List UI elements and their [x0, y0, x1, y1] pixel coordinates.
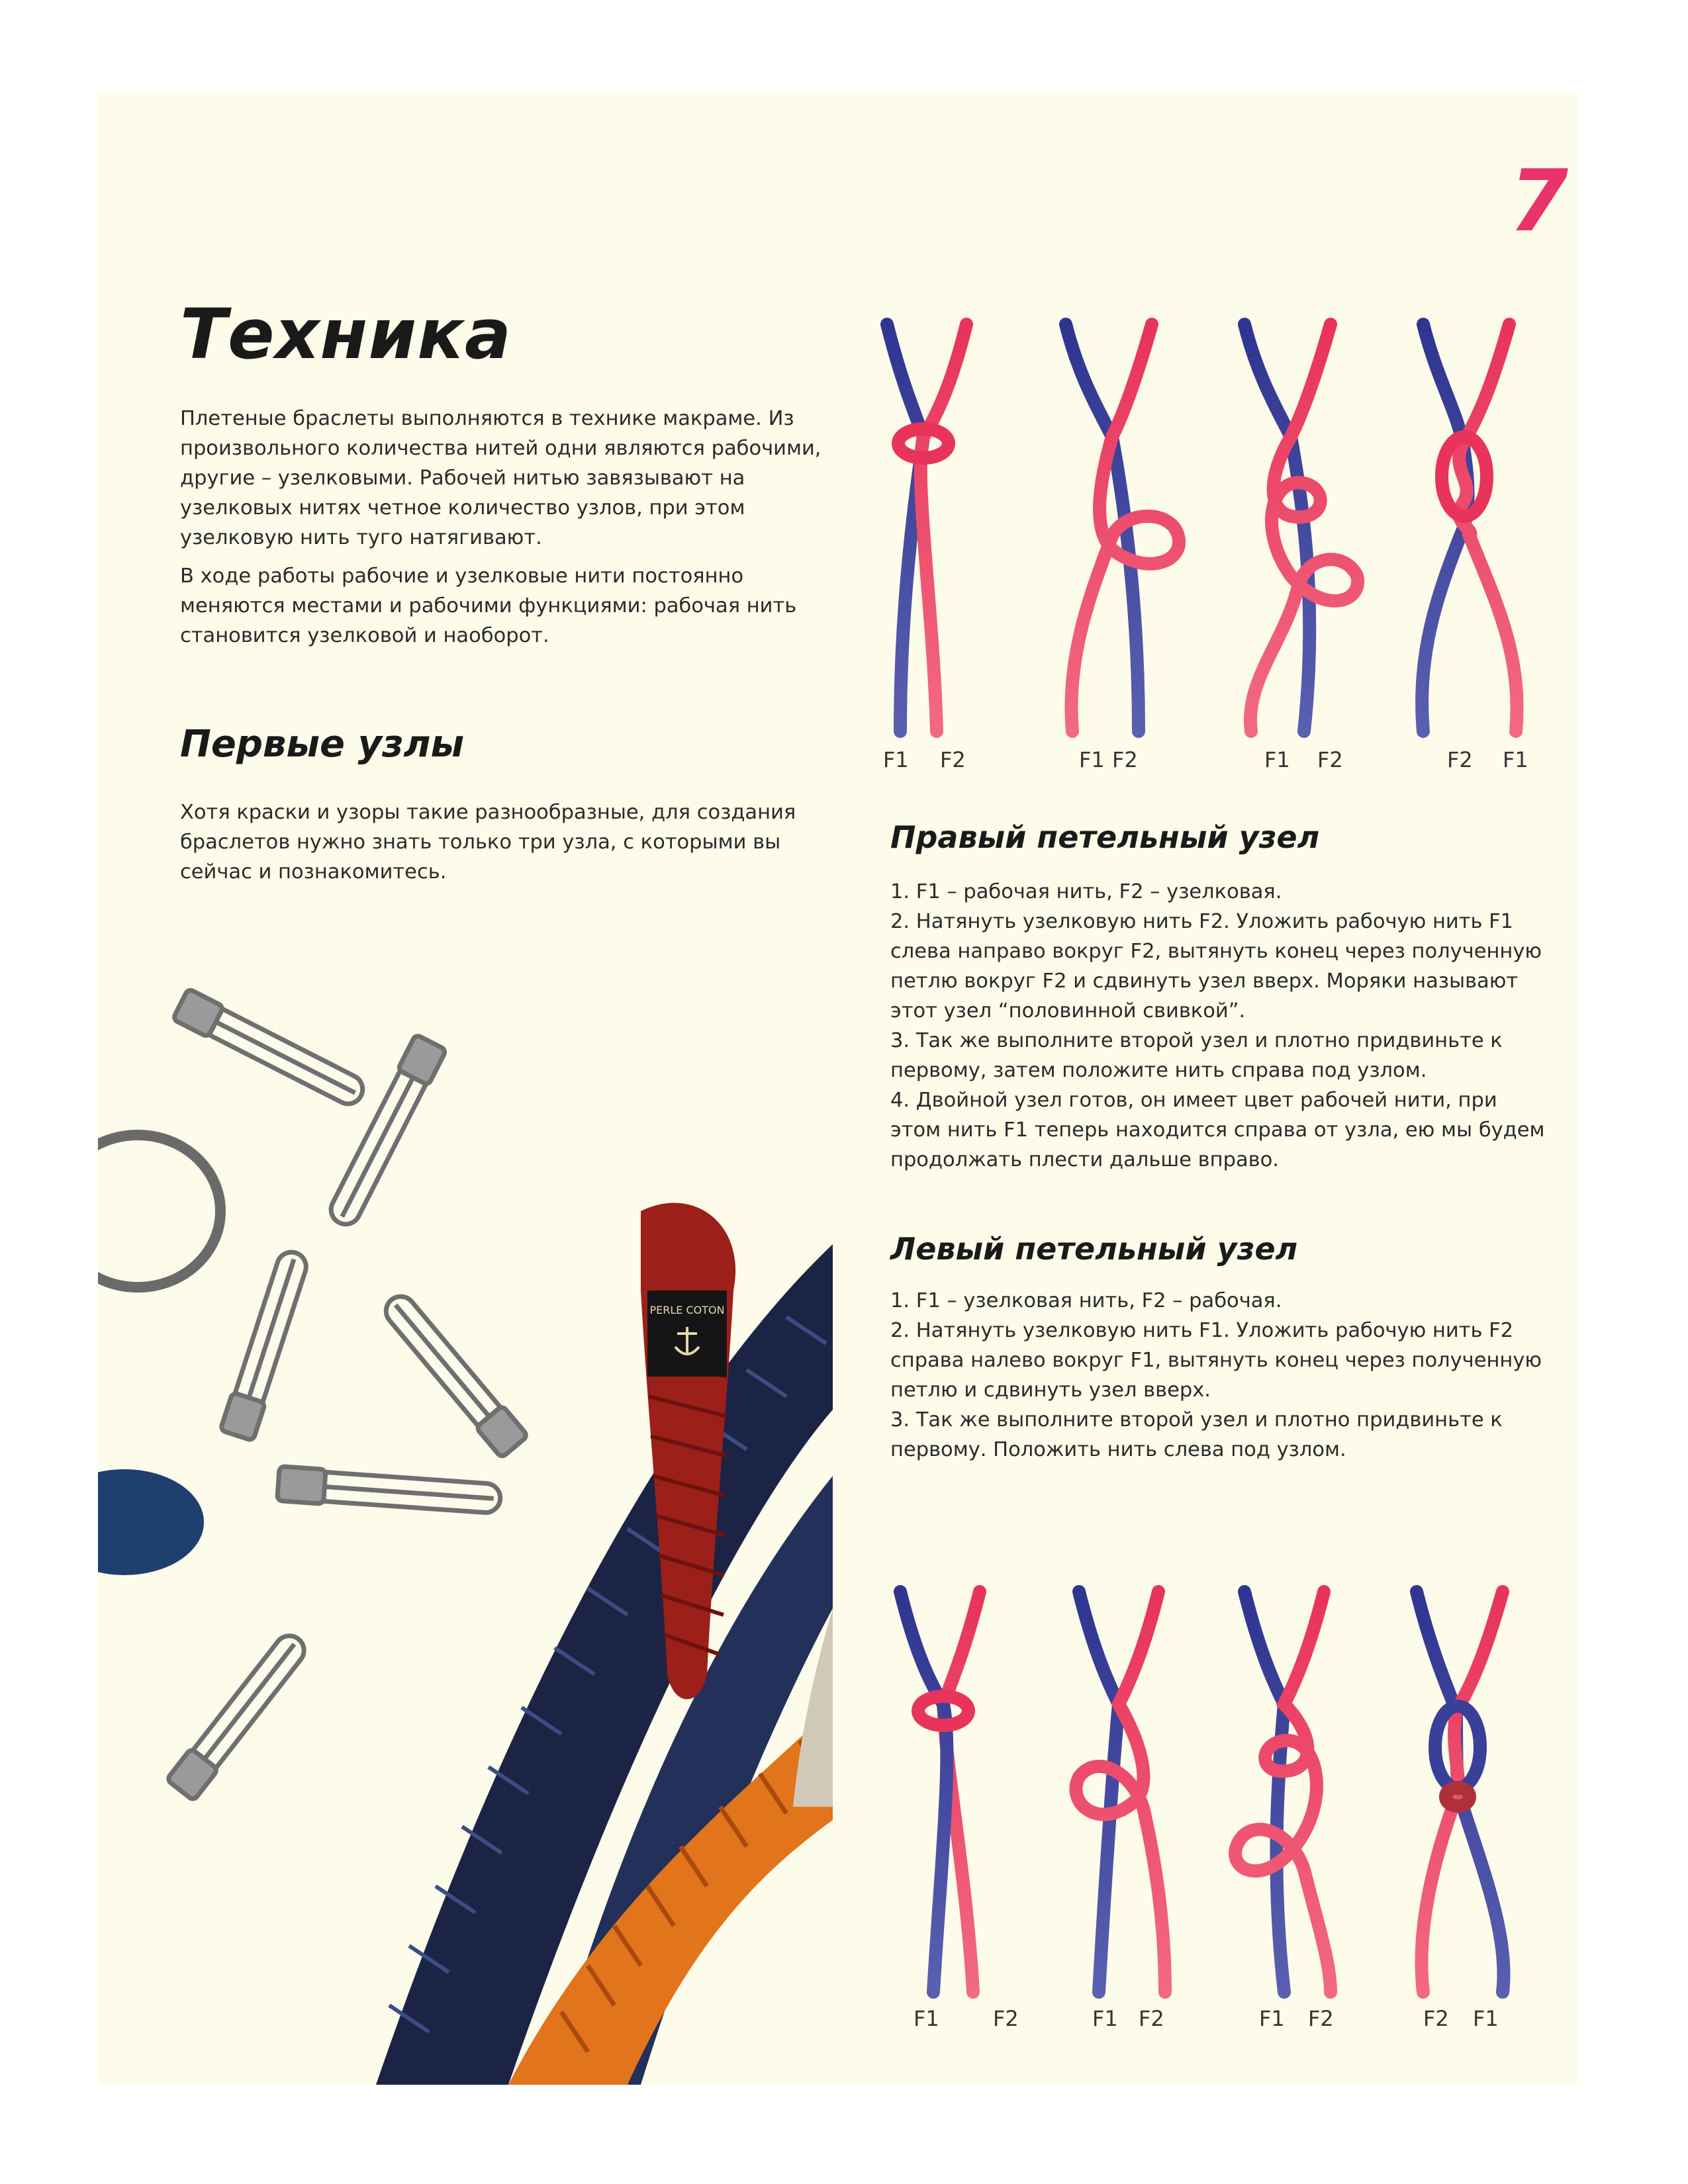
right-knot-step-text-1: 1. F1 – рабочая нить, F2 – узелковая. — [890, 880, 1282, 903]
page-number: 7 — [1509, 152, 1569, 251]
right-knot-steps — [890, 877, 1552, 1175]
right-knot-step-4 — [1422, 324, 1517, 731]
safety-pin-image — [167, 989, 528, 1801]
right-knot-step-text-3: 3. Так же выполните второй узел и плотно придвиньте к первому, затем положите нить справа под узлом. — [890, 1029, 1503, 1082]
label-f2: F2 — [940, 747, 966, 772]
left-knot-step-4 — [1417, 1592, 1504, 1992]
right-knot-heading: Правый петельный узел — [890, 819, 1320, 855]
label-f2: F2 — [993, 2006, 1019, 2031]
page-title: Техника — [180, 294, 512, 375]
left-knot-step-text-1: 1. F1 – узелковая нить, F2 – рабочая. — [890, 1289, 1282, 1312]
label-f1: F1 — [914, 2006, 939, 2031]
intro-paragraph-2: В ходе работы рабочие и узелковые нити постоянно меняются местами и рабочими функциями: рабочая нить становится узелковой и наоборот. — [180, 565, 797, 647]
label-f2: F2 — [1112, 747, 1138, 772]
label-f1: F1 — [1092, 2006, 1118, 2031]
label-f1: F1 — [1079, 747, 1105, 772]
right-knot-step-text-4: 4. Двойной узел готов, он имеет цвет рабочей нити, при этом нить F1 теперь находится справа от узла, ею мы будем продолжать плести дальше вправо. — [890, 1089, 1545, 1171]
label-f1: F1 — [1473, 2006, 1499, 2031]
left-knot-heading: Левый петельный узел — [890, 1231, 1298, 1267]
label-f2: F2 — [1447, 747, 1473, 772]
left-knot-step-1 — [900, 1592, 980, 1992]
label-f2: F2 — [1308, 2006, 1334, 2031]
label-f1: F1 — [1503, 747, 1528, 772]
left-knot-step-3 — [1235, 1592, 1331, 1992]
first-knots-text: Хотя краски и узоры такие разнообразные, для создания браслетов нужно знать только три узла, с которыми вы сейчас и познакомитесь. — [180, 801, 796, 884]
left-knot-step-2 — [1076, 1592, 1165, 1992]
label-f1: F1 — [1259, 2006, 1285, 2031]
right-knot-diagram — [874, 311, 1562, 741]
left-knot-step-text-2: 2. Натянуть узелковую нить F1. Уложить рабочую нить F2 справа налево вокруг F1, вытянуть конец через полученную петлю и сдвинуть узел вверх. — [890, 1319, 1542, 1402]
metal-ring-image — [98, 1135, 220, 1287]
blue-skein-image — [98, 1469, 204, 1575]
right-knot-labels — [874, 747, 1562, 780]
right-knot-step-3 — [1244, 324, 1358, 731]
label-f2: F2 — [1423, 2006, 1449, 2031]
right-knot-step-2 — [1066, 324, 1179, 731]
thread-f2-red — [921, 324, 966, 731]
right-knot-step-1 — [887, 324, 966, 731]
intro-paragraph-1: Плетеные браслеты выполняются в технике макраме. Из произвольного количества нитей одни являются рабочими, другие – узелковыми. Рабочей нитью завязывают на узелковых нитях четное количество узлов, при этом узелковую нить туго натягивают. — [180, 407, 821, 549]
label-f1: F1 — [1264, 747, 1290, 772]
first-knots-heading: Первые узлы — [180, 723, 465, 766]
left-knot-steps — [890, 1286, 1552, 1465]
left-knot-step-text-3: 3. Так же выполните второй узел и плотно придвиньте к первому. Положить нить слева под узлом. — [890, 1408, 1503, 1461]
threads-and-pins-photo — [98, 946, 833, 2085]
skein-label-text: PERLE COTON — [649, 1304, 725, 1316]
right-knot-step-text-2: 2. Натянуть узелковую нить F2. Уложить рабочую нить F1 слева направо вокруг F2, вытянуть конец через полученную петлю вокруг F2 и сдвинуть узел вверх. Моряки называют этот узел “половинной свивкой”. — [890, 910, 1542, 1023]
label-f1: F1 — [883, 747, 909, 772]
left-knot-labels — [874, 2005, 1562, 2038]
label-f2: F2 — [1139, 2006, 1164, 2031]
label-f2: F2 — [1317, 747, 1343, 772]
left-knot-diagram — [874, 1578, 1562, 2002]
